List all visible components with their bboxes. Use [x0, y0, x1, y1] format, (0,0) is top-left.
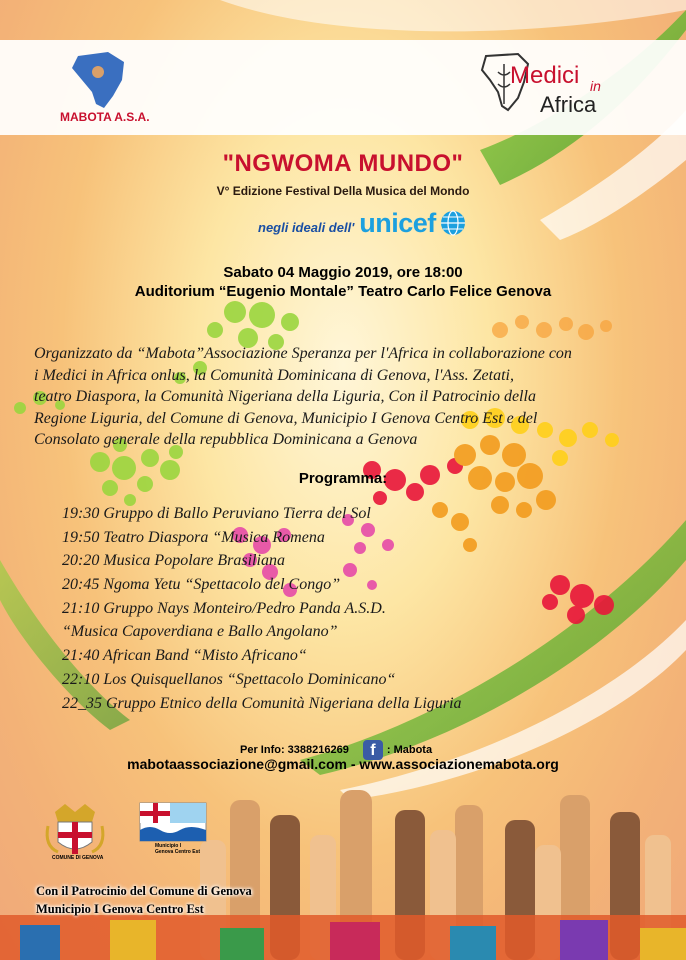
- medici-logo-africa: Africa: [540, 92, 597, 117]
- program-item: 21:10 Gruppo Nays Monteiro/Pedro Panda A.S.D.: [62, 599, 386, 617]
- facebook-page[interactable]: : Mabota: [386, 744, 433, 756]
- medici-logo-word: Medici: [510, 62, 580, 89]
- patronage-line: Con il Patrocinio del Comune di Genova: [36, 884, 252, 898]
- event-date: Sabato 04 Maggio 2019, ore 18:00: [223, 264, 463, 281]
- crest-label: COMUNE DI GENOVA: [52, 855, 104, 861]
- municipio-label: Genova Centro Est: [155, 849, 201, 855]
- unicef-brand: unicef: [359, 208, 436, 238]
- medici-logo-in: in: [590, 78, 601, 94]
- program-item: 19:50 Teatro Diaspora “Musica Romena: [62, 528, 325, 546]
- unicef-prefix: negli ideali dell': [258, 220, 355, 235]
- facebook-icon[interactable]: f: [363, 740, 383, 760]
- event-venue: Auditorium “Eugenio Montale” Teatro Carlo Felice Genova: [134, 283, 552, 300]
- intro-line: teatro Diaspora, la Comunità Nigeriana della Liguria, Con il Patrocinio della: [34, 388, 536, 405]
- unicef-globe-icon: [439, 209, 467, 237]
- program-item: 20:20 Musica Popolare Brasiliana: [62, 552, 285, 570]
- raised-hands-illustration: [0, 790, 686, 960]
- program-item: 22_35 Gruppo Etnico della Comunità Nigeriana della Liguria: [62, 694, 462, 712]
- intro-line: Regione Liguria, del Comune di Genova, Municipio I Genova Centro Est e del: [34, 409, 538, 427]
- festival-title: "NGWOMA MUNDO": [222, 150, 464, 177]
- program-item: 21:40 African Band “Misto Africano“: [62, 647, 307, 665]
- contact-email-website[interactable]: mabotaassociazione@gmail.com - www.associazionemabota.org: [127, 756, 559, 772]
- program-item: 20:45 Ngoma Yetu “Spettacolo del Congo”: [62, 576, 341, 594]
- program-item: “Musica Capoverdiana e Ballo Angolano”: [62, 623, 338, 641]
- intro-line: Consolato generale della repubblica Dominicana a Genova: [34, 431, 418, 448]
- mabota-logo-label: MABOTA A.S.A.: [60, 110, 150, 124]
- patronage-line: Municipio I Genova Centro Est: [36, 902, 204, 916]
- intro-line: i Medici in Africa onlus, la Comunità Dominicana di Genova, l'Ass. Zetati,: [34, 366, 514, 384]
- program-list: [62, 502, 682, 715]
- program-item: 19:30 Gruppo di Ballo Peruviano Tierra del Sol: [62, 505, 371, 522]
- program-heading: Programma:: [298, 470, 388, 487]
- program-item: 22:10 Los Quisquellanos “Spettacolo Dominicano“: [62, 670, 396, 688]
- intro-line: Organizzato da “Mabota”Associazione Speranza per l'Africa in collaborazione con: [34, 345, 572, 362]
- info-phone: Per Info: 3388216269: [240, 744, 349, 756]
- festival-subtitle: V° Edizione Festival Della Musica del Mondo: [216, 184, 470, 198]
- municipio-label: Municipio I: [155, 843, 182, 849]
- unicef-line: [258, 203, 467, 239]
- organizers-paragraph: [34, 343, 684, 451]
